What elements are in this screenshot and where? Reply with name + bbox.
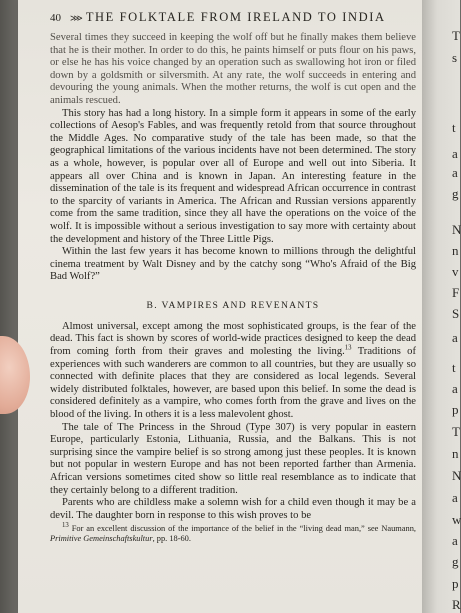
page-number: 40 (50, 12, 61, 24)
paragraph-princess-shroud: The tale of The Princess in the Shroud (Type 307) is very popular in eastern Europe, particularly Estonia, Lithuania, Russia, and the Balkans. This is not surprising since the vampire belief is so strong among just these peoples. It is known but not popular in western Europe and has not been reported farther than Armenia. African versions sometimes cited show so little real resemblance as to indicate that they certainly belong to a different tradition. (50, 421, 416, 496)
running-title: THE FOLKTALE FROM IRELAND TO INDIA (85, 10, 386, 24)
footnote-pages: , pp. 18-60. (152, 534, 191, 544)
next-page-letter: t (452, 360, 456, 375)
next-page-letter: N (452, 468, 461, 483)
next-page-letter: a (452, 381, 458, 396)
footnote-reference: 13 (344, 344, 352, 352)
next-page-letter: s (452, 50, 458, 65)
next-page-letter: S (452, 306, 460, 321)
section-heading: B. VAMPIRES AND REVENANTS (146, 299, 320, 311)
next-page-letter: T (452, 28, 460, 43)
vampire-text-2: Traditions of experiences with such wanderers are common to all countries, but they are usually so connected with definite places that they are considered as local legends. Several widely distributed folktales, however, are based upon this belief. In some the dead is considered definitely as a vampire, who comes forth from the grave and lives on the blood of the living. In others it is a less malevolent ghost. (50, 346, 416, 421)
paragraph-wolf-tale: Several times they succeed in keeping the wolf off but he finally makes them believe that he is their mother. In order to do this, he paints himself or puts flour on his paws, or else he has his voice changed by an operation such as swallowing hot iron or filed down by a goldsmith or silversmith. At any rate, the wolf succeeds in entering and devouring the young animals. When the mother returns, the wolf is cut open and the animals rescued. (50, 32, 416, 106)
next-page-letter: a (452, 146, 458, 161)
paragraph-vampires (50, 321, 416, 422)
next-page-letter: F (452, 285, 460, 300)
footnote-mark: 13 (62, 522, 69, 530)
next-page-edge (422, 0, 460, 613)
next-page-letter: a (452, 330, 458, 345)
next-page-letter: T (452, 424, 460, 439)
next-page-letter: p (452, 402, 459, 417)
vampire-text-1: Almost universal, except among the most sophisticated groups, is the fear of the dead. This fact is shown by scores of world-wide practices designed to keep the dead from coming forth from their graves and molesting the living. (50, 320, 416, 358)
footnote-title: Primitive Gemeinschaftskultur (50, 534, 153, 544)
ornament-icon: ⋙ (70, 13, 82, 23)
next-page-letter: g (452, 186, 459, 201)
next-page-letter: N (452, 222, 461, 237)
footnote (50, 524, 416, 544)
next-page-letter: w (452, 512, 461, 527)
next-page-letter: v (452, 264, 459, 279)
paragraph-history: This story has had a long history. In a simple form it appears in some of the early collections of Aesop's Fables, and was frequently retold from that source throughout the Middle Ages. No comparative study of the tale has been made, so that the geographical limitations of the various incidents have not been determined. The story as a whole, however, is popular over all of Europe and well out into Siberia. It appears all over China and is known in Japan. An interesting feature in the dissemination of the tale is its frequent and widespread African occurrence in contrast to the sparcity of variants in America. The African and Russian versions apparently come from the same tradition, since they all have the operations on the voice of the wolf. It is impossible without a serious investigation to say more with certainty about the development and history of the Three Little Pigs. (50, 107, 416, 245)
next-page-letter: R (452, 597, 461, 612)
next-page-letter: g (452, 554, 459, 569)
next-page-letter: a (452, 533, 458, 548)
book-page (18, 0, 422, 613)
next-page-letter: t (452, 120, 456, 135)
next-page-letter: a (452, 490, 458, 505)
footnote-text: For an excellent discussion of the importance of the belief in the “living dead man,” see Naumann, (68, 524, 416, 534)
next-page-letter: a (452, 165, 458, 180)
paragraph-disney: Within the last few years it has become known to millions through the delightful cinema treatment by Walt Disney and by the catchy song “Who's Afraid of the Big Bad Wolf?” (50, 246, 416, 283)
next-page-letter: p (452, 576, 459, 591)
paragraph-childless-parents: Parents who are childless make a solemn wish for a child even though it may be a devil. The daughter born in response to this wish proves to be (50, 497, 416, 521)
next-page-letter: n (452, 446, 459, 461)
page-content (50, 10, 416, 544)
next-page-letter: n (452, 243, 459, 258)
running-header (50, 10, 416, 32)
